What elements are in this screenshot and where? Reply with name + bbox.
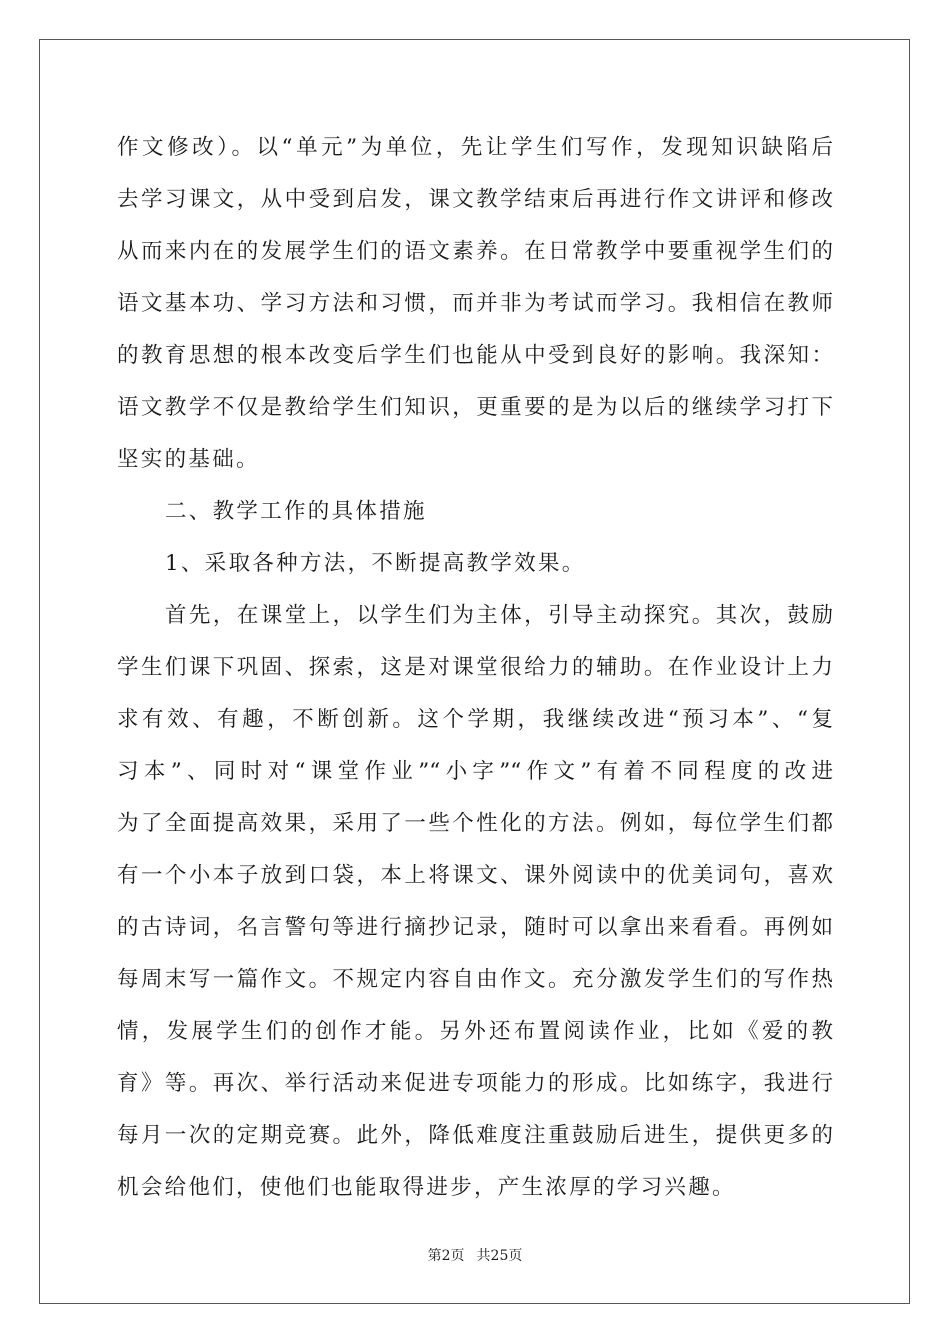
- text-line: 去学习课文，从中受到启发，课文教学结束后再进行作文讲评和修改: [117, 187, 833, 212]
- text-line: 首先，在课堂上，以学生们为主体，引导主动探究。其次，鼓励: [165, 603, 833, 628]
- text-line: 为了全面提高效果，采用了一些个性化的方法。例如，每位学生们都: [117, 811, 833, 836]
- subsection-heading: 1、采取各种方法，不断提高教学效果。: [165, 551, 586, 576]
- text-line: 学生们课下巩固、探索，这是对课堂很给力的辅助。在作业设计上力: [117, 655, 833, 680]
- text-line: 坚实的基础。: [117, 447, 260, 472]
- text-line: 每周末写一篇作文。不规定内容自由作文。充分激发学生们的写作热: [117, 967, 833, 992]
- text-line: 有一个小本子放到口袋，本上将课文、课外阅读中的优美词句，喜欢: [117, 863, 833, 888]
- text-line: 语文基本功、学习方法和习惯，而并非为考试而学习。我相信在教师: [117, 291, 833, 316]
- text-line: 作文修改）。以“单元”为单位，先让学生们写作，发现知识缺陷后: [117, 135, 833, 160]
- text-line: 的教育思想的根本改变后学生们也能从中受到良好的影响。我深知：: [117, 343, 833, 368]
- text-line: 的古诗词，名言警句等进行摘抄记录，随时可以拿出来看看。再例如: [117, 915, 833, 940]
- text-line: 每月一次的定期竞赛。此外，降低难度注重鼓励后进生，提供更多的: [117, 1123, 833, 1148]
- page-footer: [0, 1247, 950, 1265]
- text-line: 习本”、同时对“课堂作业”“小字”“作文”有着不同程度的改进: [117, 759, 833, 784]
- text-line: 从而来内在的发展学生们的语文素养。在日常教学中要重视学生们的: [117, 239, 833, 264]
- page-total: 共25页: [476, 1248, 523, 1264]
- text-line: 机会给他们，使他们也能取得进步，产生浓厚的学习兴趣。: [117, 1175, 736, 1200]
- text-line: 求有效、有趣，不断创新。这个学期，我继续改进“预习本”、“复: [117, 707, 833, 732]
- text-line: 育》等。再次、举行活动来促进专项能力的形成。比如练字，我进行: [117, 1071, 833, 1096]
- text-line: 情，发展学生们的创作才能。另外还布置阅读作业，比如《爱的教: [117, 1019, 833, 1044]
- section-heading: 二、教学工作的具体措施: [165, 499, 427, 524]
- page-number: 第2页: [427, 1248, 465, 1264]
- text-line: 语文教学不仅是教给学生们知识，更重要的是为以后的继续学习打下: [117, 395, 833, 420]
